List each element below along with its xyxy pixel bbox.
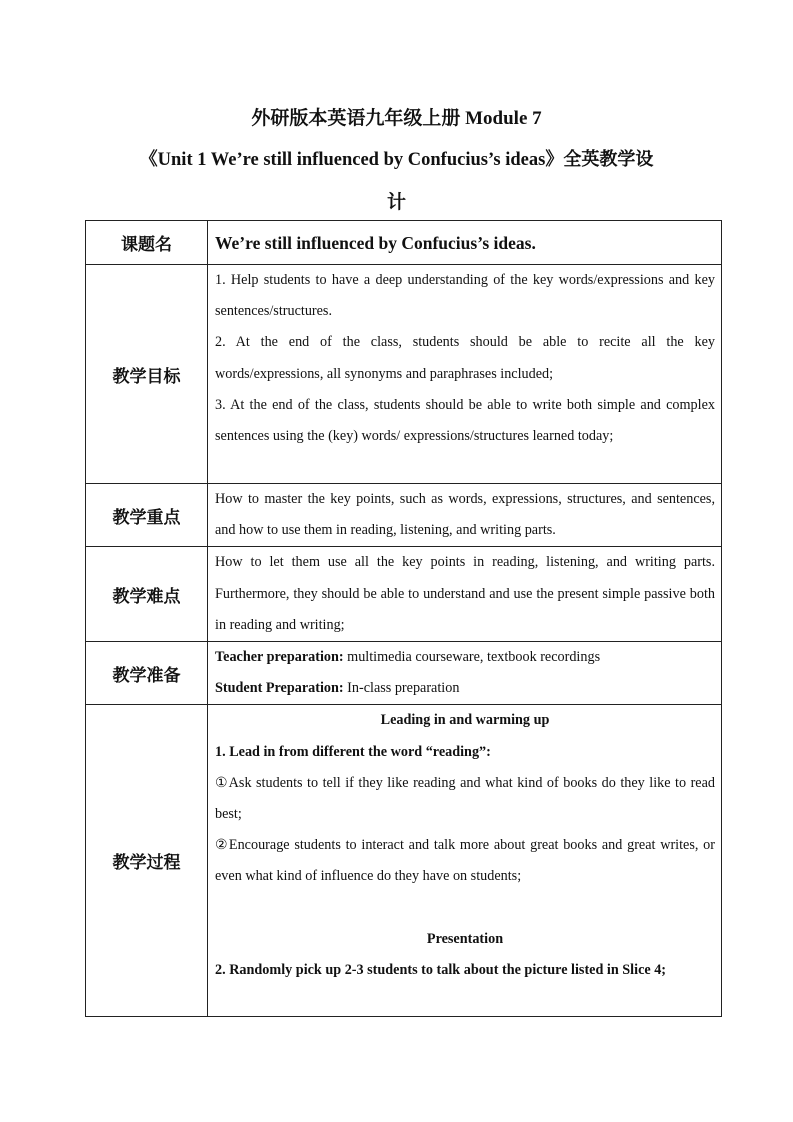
title-chinese-text: 外研版本英语九年级上册 [251, 107, 461, 129]
step-1-b: ②Encourage students to interact and talk more about great books and great writes, or even what kind of influence do they have on students; [215, 837, 715, 885]
title-open-bracket: 《 [139, 149, 158, 170]
label-key-points: 教学重点 [86, 484, 208, 547]
section-heading-presentation: Presentation [426, 930, 504, 947]
label-difficulties: 教学难点 [86, 547, 208, 642]
title-module-text: Module 7 [460, 108, 542, 129]
value-topic [208, 221, 722, 265]
value-objectives [208, 265, 722, 484]
document-title-line-3: 计 [386, 191, 406, 213]
objective-item-2: 2. At the end of the class, students should be able to recite all the key words/expressions, all synonyms and paraphrases included; [215, 334, 715, 382]
document-title-line-1 [0, 106, 793, 131]
step-1: 1. Lead in from different the word “reading”: [215, 743, 491, 760]
label-topic: 课题名 [86, 221, 208, 265]
row-preparation [86, 642, 722, 705]
row-process [86, 705, 722, 1017]
value-difficulties [208, 547, 722, 642]
teacher-preparation [215, 642, 715, 673]
value-process [208, 705, 722, 1017]
teacher-preparation-label: Teacher preparation: [215, 649, 344, 666]
value-key-points [208, 484, 722, 547]
value-preparation [208, 642, 722, 705]
step-2: 2. Randomly pick up 2-3 students to talk about the picture listed in Slice 4; [215, 961, 667, 978]
key-points-text: How to master the key points, such as words, expressions, structures, and sentences, and how to use them in reading, listening, and writing parts. [215, 491, 715, 539]
document-title-line-2 [0, 148, 793, 172]
blank-line [215, 893, 715, 924]
student-preparation-label: Student Preparation: [215, 680, 344, 697]
objective-item-1: 1. Help students to have a deep understanding of the key words/expressions and key sentences/structures. [215, 272, 715, 320]
label-preparation: 教学准备 [86, 642, 208, 705]
objective-item-3: 3. At the end of the class, students should be able to write both simple and complex sentences using the (key) words/ expressions/structures learned today; [215, 396, 715, 445]
section-heading-warming-up: Leading in and warming up [380, 712, 550, 729]
step-1-a: ①Ask students to tell if they like reading and what kind of books do they like to read best; [215, 774, 715, 823]
teacher-preparation-value: multimedia courseware, textbook recordings [343, 649, 601, 666]
student-preparation [215, 673, 715, 704]
row-objectives [86, 265, 722, 484]
lesson-plan-table [85, 220, 722, 1017]
student-preparation-value: In-class preparation [343, 680, 460, 697]
title-unit-text: Unit 1 We’re still influenced by Confucius’s ideas [157, 150, 546, 170]
title-suffix-text: 》全英教学设 [545, 149, 654, 170]
topic-text: We’re still influenced by Confucius’s ideas. [215, 232, 536, 253]
row-difficulties [86, 547, 722, 642]
label-objectives: 教学目标 [86, 265, 208, 484]
row-topic [86, 221, 722, 265]
label-process: 教学过程 [86, 705, 208, 1017]
difficulties-text: How to let them use all the key points in reading, listening, and writing parts. Furthermore, they should be able to understand and use the present simple passive both in reading and writing; [215, 554, 715, 633]
row-key-points [86, 484, 722, 547]
